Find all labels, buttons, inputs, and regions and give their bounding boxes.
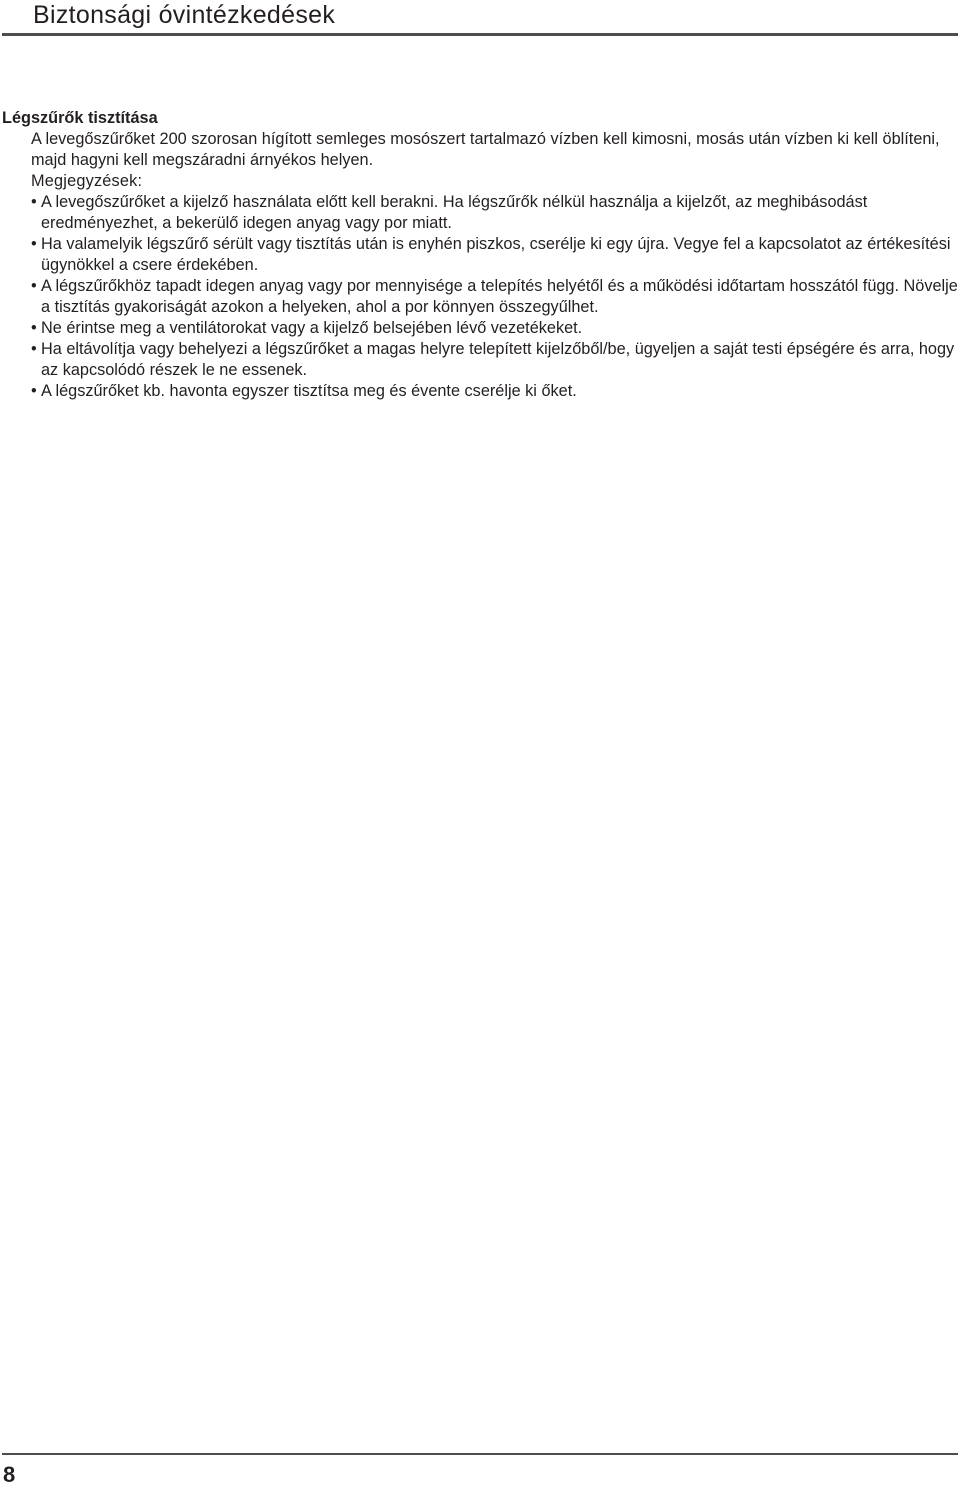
- notes-list: [2, 192, 958, 402]
- list-item-text: Ha eltávolítja vagy behelyezi a légszűrőket a magas helyre telepített kijelzőből/be, ügyeljen a saját testi épségére és arra, hogy az kapcsolódó részek le ne essenek.: [41, 340, 955, 379]
- list-item: [31, 381, 958, 402]
- bullet-icon: •: [31, 193, 37, 211]
- list-item-text: A levegőszűrőket a kijelző használata előtt kell berakni. Ha légszűrők nélkül használja a kijelzőt, az meghibásodást eredményezhet, a bekerülő idegen anyag vagy por miatt.: [41, 193, 868, 232]
- page-number: 8: [3, 1462, 16, 1487]
- air-filter-cleaning-section: [2, 108, 958, 402]
- list-item-text: Ne érintse meg a ventilátorokat vagy a kijelző belsejében lévő vezetékeket.: [41, 319, 583, 337]
- list-item: [31, 276, 958, 318]
- list-item: [31, 339, 958, 381]
- bullet-icon: •: [31, 319, 37, 337]
- bullet-icon: •: [31, 340, 37, 358]
- list-item: [31, 318, 958, 339]
- notes-heading: Megjegyzések:: [31, 172, 143, 190]
- footer-divider: [2, 1453, 958, 1455]
- list-item-text: Ha valamelyik légszűrő sérült vagy tisztítás után is enyhén piszkos, cserélje ki egy újra. Vegye fel a kapcsolatot az értékesítési ügynökkel a csere érdekében.: [41, 235, 951, 274]
- list-item-text: A légszűrőkhöz tapadt idegen anyag vagy por mennyisége a telepítés helyétől és a működési időtartam hosszától függ. Növelje a tisztítás gyakoriságát azokon a helyeken, ahol a por könnyen összegyűlhet.: [41, 277, 958, 316]
- header-divider: [2, 33, 958, 36]
- section-heading: Légszűrők tisztítása: [2, 109, 158, 127]
- bullet-icon: •: [31, 277, 37, 295]
- page-title: Biztonsági óvintézkedések: [33, 1, 336, 29]
- section-body: A levegőszűrőket 200 szorosan hígított semleges mosószert tartalmazó vízben kell kimosni, mosás után vízben ki kell öblíteni, majd hagyni kell megszáradni árnyékos helyen.: [31, 130, 940, 169]
- bullet-icon: •: [31, 235, 37, 253]
- list-item-text: A légszűrőket kb. havonta egyszer tisztítsa meg és évente cserélje ki őket.: [41, 382, 577, 400]
- list-item: [31, 192, 958, 234]
- list-item: [31, 234, 958, 276]
- bullet-icon: •: [31, 382, 37, 400]
